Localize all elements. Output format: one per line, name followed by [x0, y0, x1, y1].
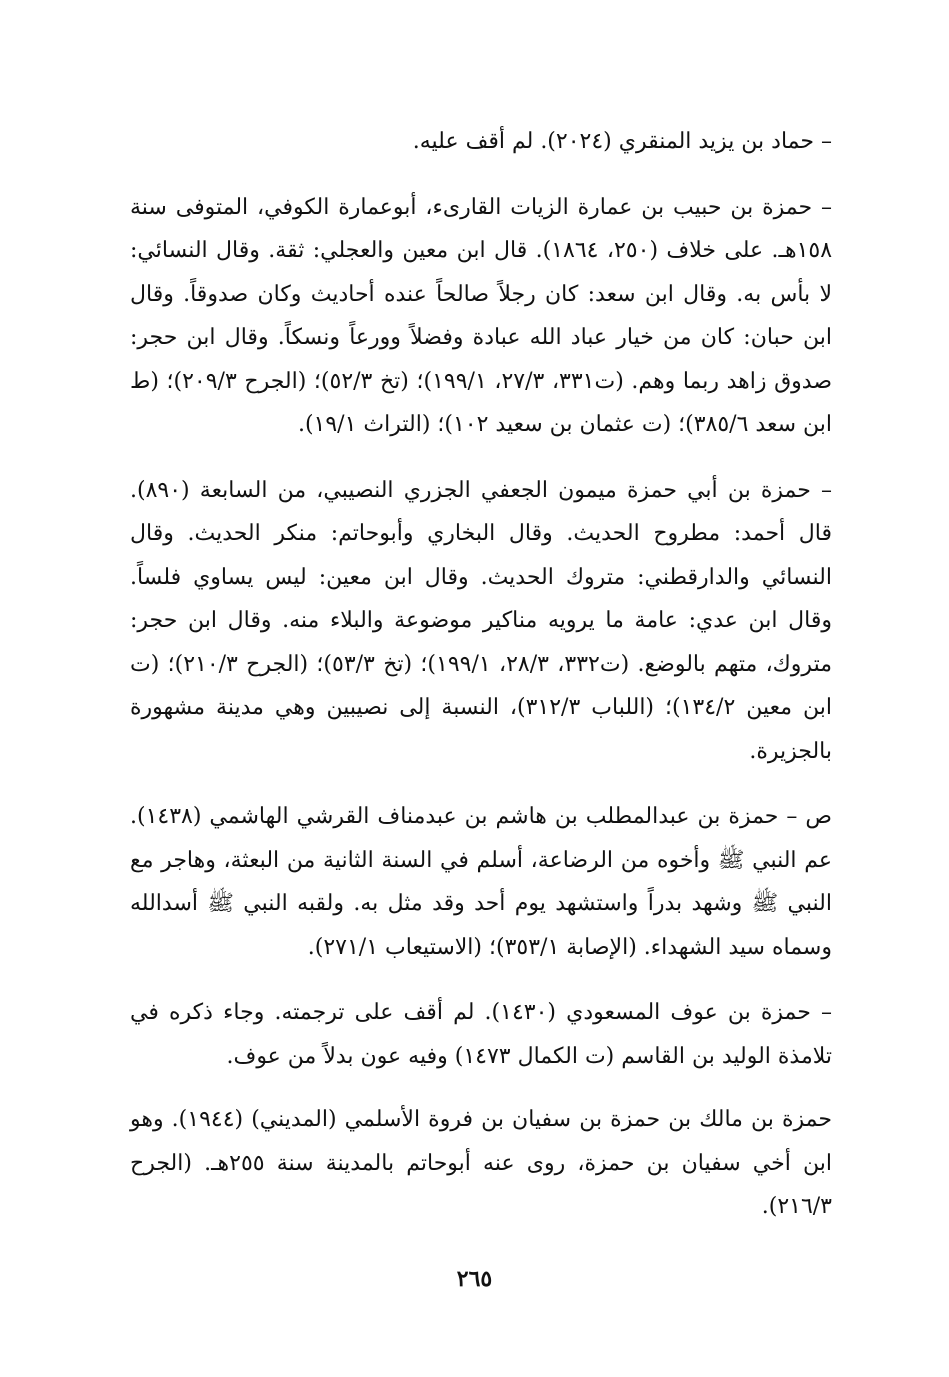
page-body: [130, 120, 832, 1249]
entry-hamza-ibn-malik: حمزة بن مالك بن حمزة بن سفيان بن فروة الأسلمي (المديني) (١٩٤٤). وهو ابن أخي سفيان بن حمزة، روى عنه أبوحاتم بالمدينة سنة ٢٥٥هـ. (الجرح ٢١٦/٣).: [130, 1107, 832, 1219]
page-number: ٢٦٥: [456, 1266, 493, 1292]
entry-hamza-ibn-awf: – حمزة بن عوف المسعودي (١٤٣٠). لم أقف على ترجمته. وجاء ذكره في تلامذة الوليد بن القاسم (ت الكمال ١٤٧٣) وفيه عون بدلاً من عوف.: [130, 1000, 833, 1069]
entry-hammad-ibn-yazid: – حماد بن يزيد المنقري (٢٠٢٤). لم أقف عليه.: [412, 129, 832, 154]
entry-hamza-ibn-abdulmuttalib: ص – حمزة بن عبدالمطلب بن هاشم بن عبدمناف القرشي الهاشمي (١٤٣٨). عم النبي ﷺ وأخوه من الرضاعة، أسلم في السنة الثانية من البعثة، وهاجر مع النبي ﷺ وشهد بدراً واستشهد يوم أحد وقد مثل به. ولقبه النبي ﷺ أسدالله وسماه سيد الشهداء. (الإصابة ٣٥٣/١)؛ (الاستيعاب ٢٧١/١).: [130, 804, 832, 960]
entry-hamza-ibn-habib: – حمزة بن حبيب بن عمارة الزيات القارىء، أبوعمارة الكوفي، المتوفى سنة ١٥٨هـ. على خلاف (٢٥٠، ١٨٦٤). قال ابن معين والعجلي: ثقة. وقال النسائي: لا بأس به. وقال ابن سعد: كان رجلاً صالحاً عنده أحاديث وكان صدوقاً. وقال ابن حبان: كان من خيار عباد الله عبادة وفضلاً وورعاً ونسكاً. وقال ابن حجر: صدوق زاهد ربما وهم. (ت٣٣١، ٢٧/٣، ١٩٩/١)؛ (تخ ٥٢/٣)؛ (الجرح ٢٠٩/٣)؛ (ط ابن سعد ٣٨٥/٦)؛ (ت عثمان بن سعيد ١٠٢)؛ (التراث ١٩/١).: [130, 194, 833, 437]
entry-hamza-ibn-abi-hamza: – حمزة بن أبي حمزة ميمون الجعفي الجزري النصيبي، من السابعة (٨٩٠). قال أحمد: مطروح الحديث. وقال البخاري وأبوحاتم: منكر الحديث. وقال النسائي والدارقطني: متروك الحديث. وقال ابن معين: ليس يساوي فلساً. وقال ابن عدي: عامة ما يرويه مناكير موضوعة والبلاء منه. وقال ابن حجر: متروك، متهم بالوضع. (ت٣٣٢، ٢٨/٣، ١٩٩/١)؛ (تخ ٥٣/٣)؛ (الجرح ٢١٠/٣)؛ (ت ابن معين ١٣٤/٢)؛ (اللباب ٣١٢/٣)، النسبة إلى نصيبين وهي مدينة مشهورة بالجزيرة.: [130, 477, 832, 764]
